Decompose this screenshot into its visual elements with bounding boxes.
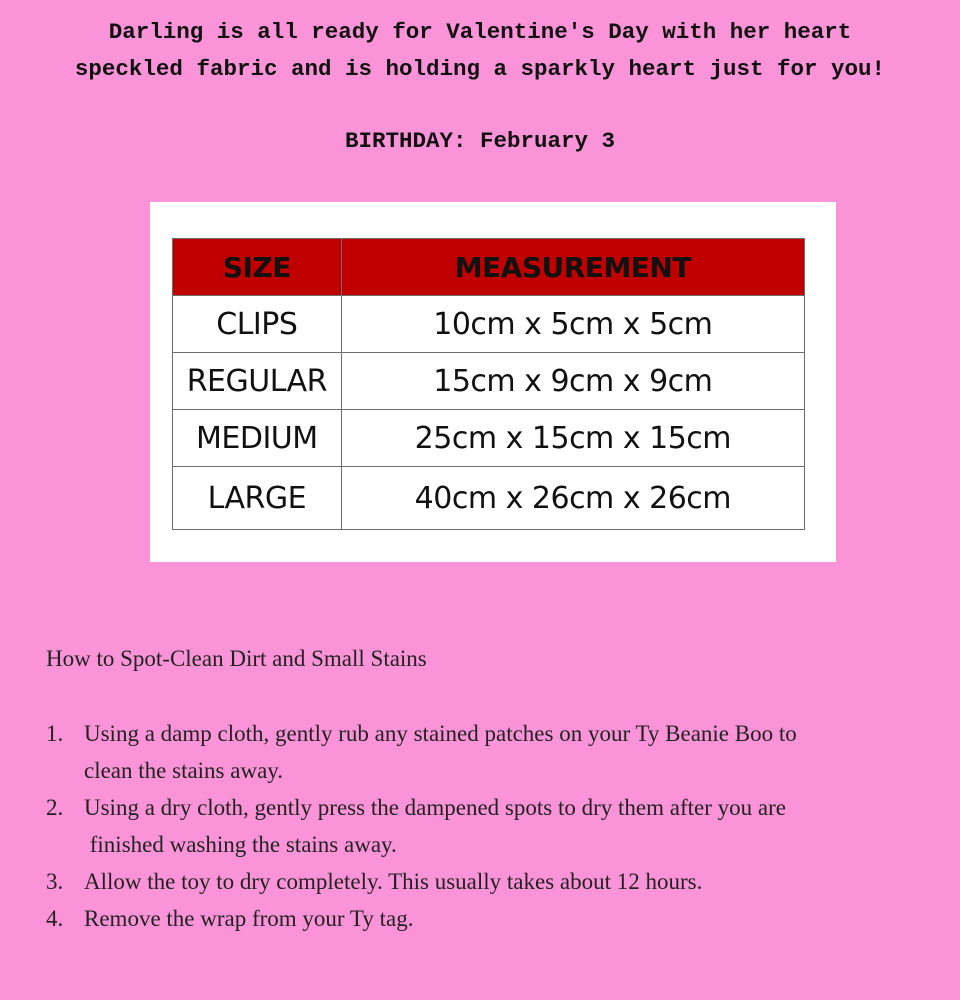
step-number: 1.	[46, 721, 64, 746]
size-cell: REGULAR	[173, 353, 342, 410]
size-cell: LARGE	[173, 467, 342, 530]
list-item	[46, 715, 926, 789]
step-text-line-1: Using a dry cloth, gently press the dampened spots to dry them after you are	[84, 795, 786, 820]
measurement-cell: 15cm x 9cm x 9cm	[341, 353, 804, 410]
step-text-line-2: finished washing the stains away.	[84, 832, 397, 857]
measurement-cell: 10cm x 5cm x 5cm	[341, 296, 804, 353]
column-header-measurement: MEASUREMENT	[341, 239, 804, 296]
table-header-row	[173, 239, 805, 296]
step-text-line-1: Remove the wrap from your Ty tag.	[84, 906, 414, 931]
product-description	[0, 14, 960, 88]
step-number: 2.	[46, 795, 64, 820]
size-chart-table	[172, 238, 805, 530]
table-row	[173, 353, 805, 410]
description-line-2: speckled fabric and is holding a sparkly heart just for you!	[74, 56, 886, 82]
list-item	[46, 863, 926, 900]
size-cell: CLIPS	[173, 296, 342, 353]
description-line-1: Darling is all ready for Valentine's Day with her heart	[108, 19, 852, 45]
measurement-cell: 40cm x 26cm x 26cm	[341, 467, 804, 530]
table-row	[173, 410, 805, 467]
list-item	[46, 900, 926, 937]
size-cell: MEDIUM	[173, 410, 342, 467]
step-number: 3.	[46, 869, 64, 894]
care-instructions-list	[46, 715, 926, 937]
table-row	[173, 467, 805, 530]
list-item	[46, 789, 926, 863]
step-text-line-2: clean the stains away.	[84, 758, 284, 783]
care-instructions-title: How to Spot-Clean Dirt and Small Stains	[46, 646, 427, 671]
step-text-line-1: Allow the toy to dry completely. This usually takes about 12 hours.	[84, 869, 703, 894]
column-header-size: SIZE	[173, 239, 342, 296]
step-text-line-1: Using a damp cloth, gently rub any stained patches on your Ty Beanie Boo to	[84, 721, 797, 746]
measurement-cell: 25cm x 15cm x 15cm	[341, 410, 804, 467]
step-number: 4.	[46, 906, 64, 931]
size-chart-card	[150, 202, 836, 562]
birthday-line: BIRTHDAY: February 3	[344, 128, 616, 154]
table-row	[173, 296, 805, 353]
